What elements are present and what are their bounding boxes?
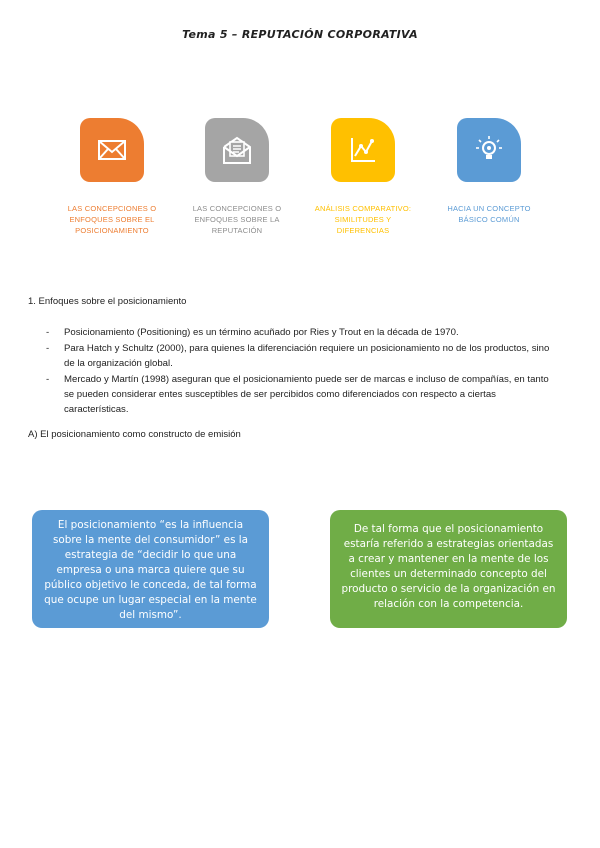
quote-box-left: El posicionamiento “es la influencia sobre la mente del consumidor” es la estrategia de “decidir lo que una empresa o una marca quiere que su público objetivo le conceda, de tal forma que ocupe un lugar especial en la mente del mismo”. <box>32 510 269 628</box>
lightbulb-icon-tile <box>457 118 521 182</box>
open-envelope-icon-tile <box>205 118 269 182</box>
line-chart-icon-tile <box>331 118 395 182</box>
caption-reputacion: LAS CONCEPCIONES O ENFOQUES SOBRE LA REPUTACIÓN <box>192 204 282 235</box>
list-item: - Posicionamiento (Positioning) es un término acuñado por Ries y Trout en la década de 1970. <box>46 325 556 340</box>
lightbulb-icon <box>473 134 505 166</box>
section-heading-enfoques: 1. Enfoques sobre el posicionamiento <box>28 296 187 307</box>
caption-concepto: HACIA UN CONCEPTO BÁSICO COMÚN <box>447 204 531 224</box>
line-chart-icon <box>347 134 379 166</box>
quote-box-right: De tal forma que el posicionamiento estaría referido a estrategias orientadas a crear y mantener en la mente de los clientes un determinado concepto del producto o servicio de la organización en relación con la competencia. <box>330 510 567 628</box>
caption-analisis: ANÁLISIS COMPARATIVO: SIMILITUDES Y DIFERENCIAS <box>314 204 412 235</box>
section-heading-emision: A) El posicionamiento como constructo de emisión <box>28 429 241 440</box>
open-envelope-icon <box>221 134 253 166</box>
caption-posicionamiento: LAS CONCEPCIONES O ENFOQUES SOBRE EL POSICIONAMIENTO <box>67 204 157 235</box>
list-item: - Mercado y Martín (1998) aseguran que el posicionamiento puede ser de marcas e incluso de compañías, en tanto se pueden considerar entes susceptibles de ser percibidos como diferenciados con respecto a ciertas características. <box>46 372 556 417</box>
envelope-icon <box>96 134 128 166</box>
envelope-icon-tile <box>80 118 144 182</box>
page-title: Tema 5 – REPUTACIÓN CORPORATIVA <box>182 28 418 41</box>
bullet-list <box>46 325 556 418</box>
list-item: - Para Hatch y Schultz (2000), para quienes la diferenciación requiere un posicionamiento no de los productos, sino de la organización global. <box>46 341 556 371</box>
